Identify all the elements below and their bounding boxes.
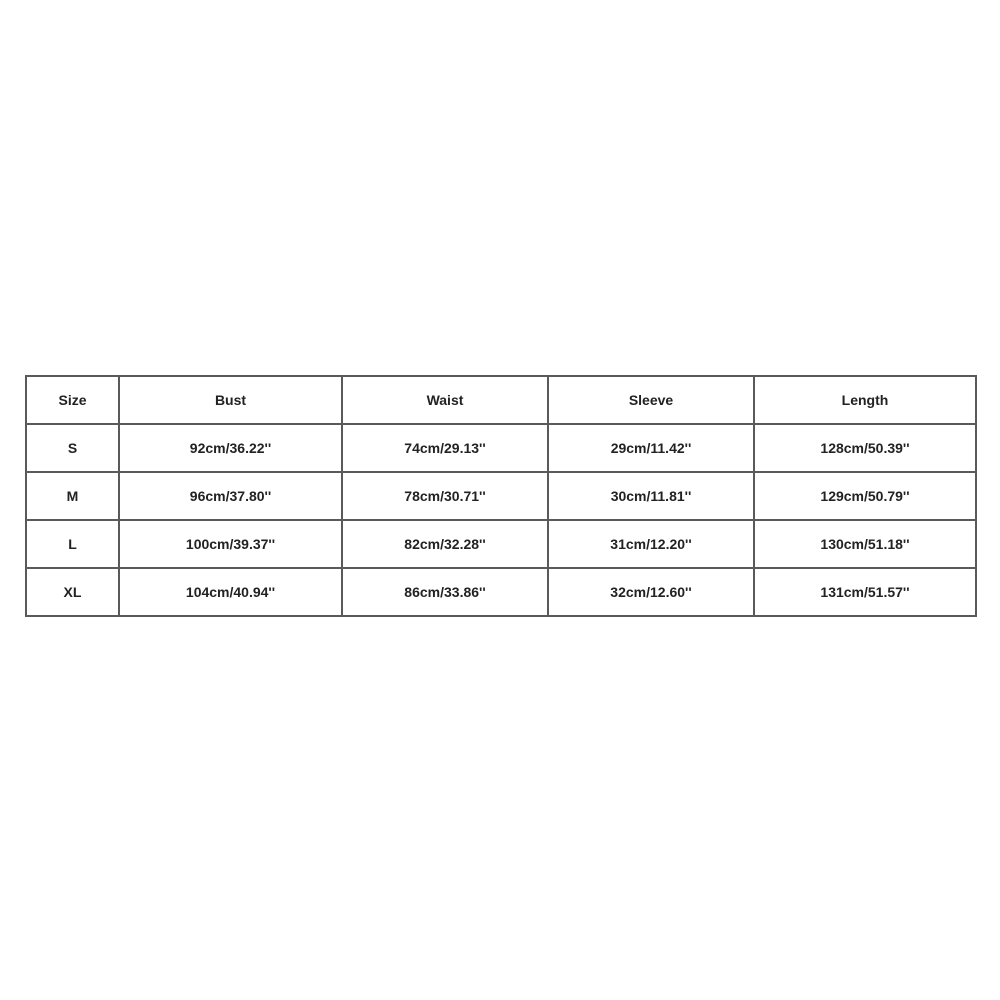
- cell-waist: 82cm/32.28'': [342, 520, 548, 568]
- cell-sleeve: 32cm/12.60'': [548, 568, 754, 616]
- cell-length: 128cm/50.39'': [754, 424, 976, 472]
- header-bust: Bust: [119, 376, 342, 424]
- size-chart-table: [25, 375, 977, 617]
- header-length: Length: [754, 376, 976, 424]
- header-row: [26, 376, 976, 424]
- cell-sleeve: 29cm/11.42'': [548, 424, 754, 472]
- table-row: [26, 472, 976, 520]
- header-sleeve: Sleeve: [548, 376, 754, 424]
- header-waist: Waist: [342, 376, 548, 424]
- cell-waist: 74cm/29.13'': [342, 424, 548, 472]
- cell-waist: 78cm/30.71'': [342, 472, 548, 520]
- cell-length: 129cm/50.79'': [754, 472, 976, 520]
- cell-size: XL: [26, 568, 119, 616]
- cell-size: L: [26, 520, 119, 568]
- cell-sleeve: 30cm/11.81'': [548, 472, 754, 520]
- table-row: [26, 520, 976, 568]
- cell-length: 130cm/51.18'': [754, 520, 976, 568]
- cell-size: S: [26, 424, 119, 472]
- cell-bust: 92cm/36.22'': [119, 424, 342, 472]
- table-row: [26, 568, 976, 616]
- cell-bust: 100cm/39.37'': [119, 520, 342, 568]
- cell-bust: 104cm/40.94'': [119, 568, 342, 616]
- cell-sleeve: 31cm/12.20'': [548, 520, 754, 568]
- cell-waist: 86cm/33.86'': [342, 568, 548, 616]
- cell-length: 131cm/51.57'': [754, 568, 976, 616]
- cell-size: M: [26, 472, 119, 520]
- header-size: Size: [26, 376, 119, 424]
- cell-bust: 96cm/37.80'': [119, 472, 342, 520]
- table-row: [26, 424, 976, 472]
